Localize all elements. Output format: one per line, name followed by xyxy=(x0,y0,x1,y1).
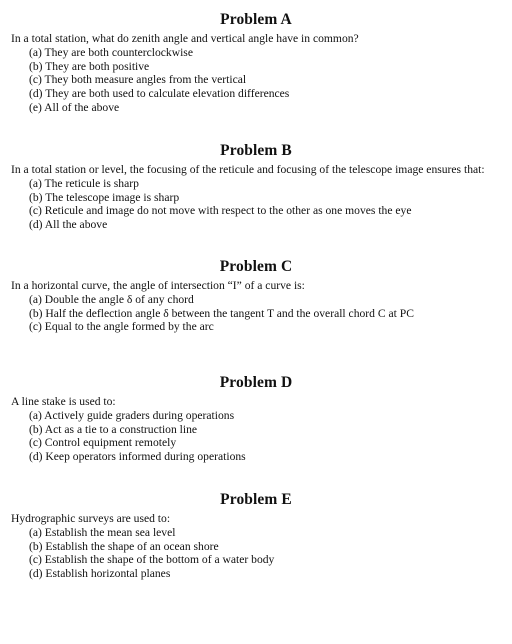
options-list xyxy=(29,409,246,464)
option-item: (a) The reticule is sharp xyxy=(29,177,139,190)
option-item: (c) They both measure angles from the vertical xyxy=(29,73,247,87)
option-item: (a) Establish the mean sea level xyxy=(29,526,176,539)
option-item: (c) Reticule and image do not move with respect to the other as one moves the eye xyxy=(29,204,412,218)
option-item: (a) Actively guide graders during operations xyxy=(29,409,235,422)
problem-d xyxy=(0,374,512,392)
question-text: In a horizontal curve, the angle of intersection “I” of a curve is: xyxy=(11,279,305,292)
problem-a xyxy=(0,11,512,29)
problem-title: Problem D xyxy=(219,374,293,391)
option-item: (c) Establish the shape of the bottom of a water body xyxy=(29,553,275,567)
option-item: (e) All of the above xyxy=(29,100,120,114)
option-item: (b) Half the deflection angle δ between the tangent T and the overall chord C at PC xyxy=(29,306,414,320)
option-item: (d) All the above xyxy=(29,218,108,232)
option-item: (d) Establish horizontal planes xyxy=(29,567,171,581)
problem-c xyxy=(0,258,512,276)
option-item: (d) They are both used to calculate elevation differences xyxy=(29,87,290,101)
problem-title: Problem C xyxy=(219,258,293,275)
question-text: A line stake is used to: xyxy=(11,395,116,408)
option-item: (b) Act as a tie to a construction line xyxy=(29,422,198,436)
problem-title: Problem B xyxy=(220,142,292,159)
options-list xyxy=(29,293,414,334)
option-item: (d) Keep operators informed during operations xyxy=(29,450,246,464)
problem-title: Problem A xyxy=(220,11,292,28)
option-item: (a) Double the angle δ of any chord xyxy=(29,293,194,306)
question-text: In a total station, what do zenith angle and vertical angle have in common? xyxy=(11,32,359,45)
question-text: Hydrographic surveys are used to: xyxy=(11,512,171,525)
option-item: (b) They are both positive xyxy=(29,59,150,73)
problem-e xyxy=(0,491,512,509)
problem-b xyxy=(0,142,512,160)
option-item: (a) They are both counterclockwise xyxy=(29,46,193,59)
option-item: (c) Equal to the angle formed by the arc xyxy=(29,320,214,334)
option-item: (c) Control equipment remotely xyxy=(29,436,177,450)
question-text: In a total station or level, the focusing of the reticule and focusing of the telescope image ensures that: xyxy=(11,163,485,176)
options-list xyxy=(29,177,411,232)
options-list xyxy=(29,46,289,115)
options-list xyxy=(29,526,274,581)
problem-title: Problem E xyxy=(220,491,292,508)
option-item: (b) Establish the shape of an ocean shore xyxy=(29,539,219,553)
option-item: (b) The telescope image is sharp xyxy=(29,190,180,204)
